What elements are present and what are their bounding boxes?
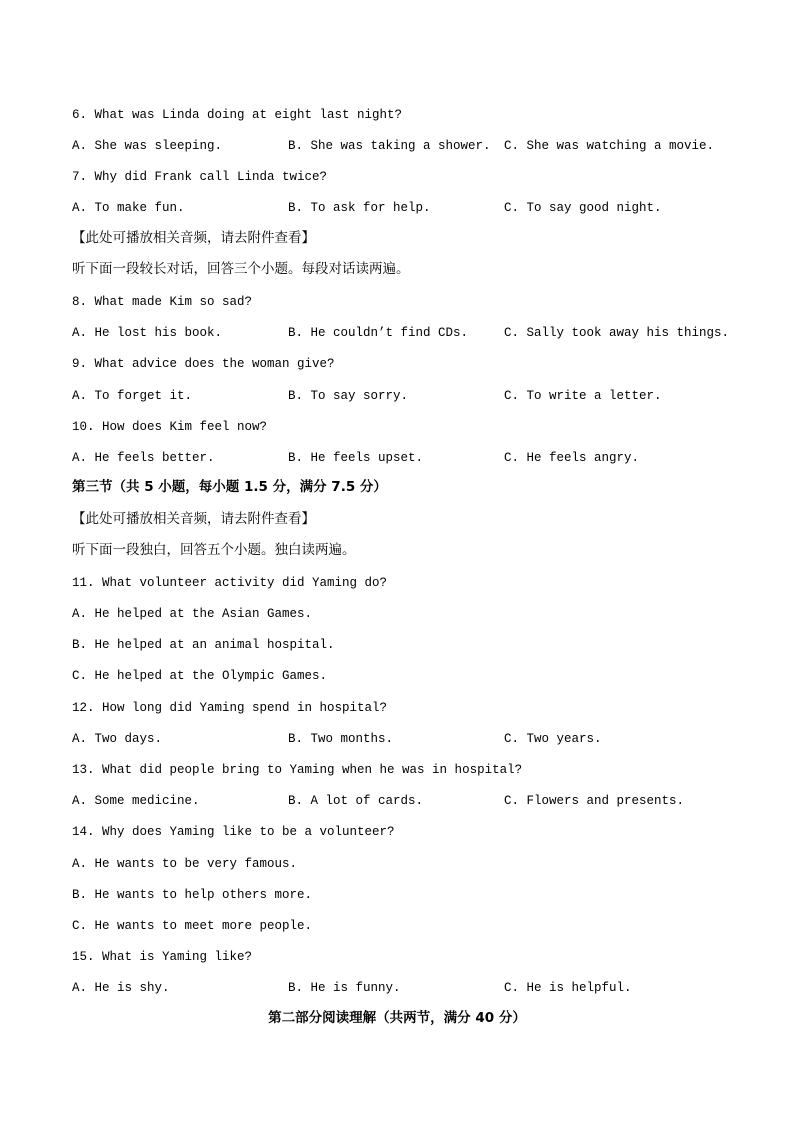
q9-option-b: B. To say sorry. <box>288 389 409 403</box>
q14-option-b: B. He wants to help others more. <box>72 888 313 902</box>
q14-option-c: C. He wants to meet more people. <box>72 919 313 933</box>
q13-option-c: C. Flowers and presents. <box>504 794 685 808</box>
question-12: 12. How long did Yaming spend in hospital? <box>72 701 388 715</box>
q6-option-b: B. She was taking a shower. <box>288 139 491 153</box>
q6-option-a: A. She was sleeping. <box>72 139 223 153</box>
q11-option-b: B. He helped at an animal hospital. <box>72 638 335 652</box>
q8-option-a: A. He lost his book. <box>72 326 223 340</box>
q15-option-a: A. He is shy. <box>72 981 170 995</box>
question-15: 15. What is Yaming like? <box>72 950 253 964</box>
audio-note: 【此处可播放相关音频，请去附件查看】 <box>72 511 315 527</box>
part-title: 第二部分阅读理解（共两节，满分 40 分） <box>268 1010 526 1026</box>
q10-option-a: A. He feels better. <box>72 451 215 465</box>
q12-option-c: C. Two years. <box>504 732 602 746</box>
q9-option-c: C. To write a letter. <box>504 389 662 403</box>
q7-option-a: A. To make fun. <box>72 201 185 215</box>
question-11: 11. What volunteer activity did Yaming do? <box>72 576 388 590</box>
question-8: 8. What made Kim so sad? <box>72 295 253 309</box>
question-9: 9. What advice does the woman give? <box>72 357 335 371</box>
q8-option-c: C. Sally took away his things. <box>504 326 730 340</box>
question-7: 7. Why did Frank call Linda twice? <box>72 170 328 184</box>
q13-option-b: B. A lot of cards. <box>288 794 424 808</box>
question-10: 10. How does Kim feel now? <box>72 420 268 434</box>
q8-option-b: B. He couldn’t find CDs. <box>288 326 469 340</box>
audio-note: 【此处可播放相关音频，请去附件查看】 <box>72 230 315 246</box>
q11-option-a: A. He helped at the Asian Games. <box>72 607 313 621</box>
q10-option-b: B. He feels upset. <box>288 451 424 465</box>
q10-option-c: C. He feels angry. <box>504 451 640 465</box>
question-6: 6. What was Linda doing at eight last night? <box>72 108 403 122</box>
question-13: 13. What did people bring to Yaming when he was in hospital? <box>72 763 523 777</box>
section-heading: 第三节（共 5 小题，每小题 1.5 分，满分 7.5 分） <box>72 479 387 495</box>
q7-option-b: B. To ask for help. <box>288 201 431 215</box>
q7-option-c: C. To say good night. <box>504 201 662 215</box>
q6-option-c: C. She was watching a movie. <box>504 139 715 153</box>
q9-option-a: A. To forget it. <box>72 389 193 403</box>
q15-option-b: B. He is funny. <box>288 981 401 995</box>
question-14: 14. Why does Yaming like to be a volunteer? <box>72 825 395 839</box>
q14-option-a: A. He wants to be very famous. <box>72 857 298 871</box>
listening-instruction: 听下面一段较长对话，回答三个小题。每段对话读两遍。 <box>72 261 410 277</box>
q12-option-b: B. Two months. <box>288 732 394 746</box>
q15-option-c: C. He is helpful. <box>504 981 632 995</box>
q11-option-c: C. He helped at the Olympic Games. <box>72 669 328 683</box>
listening-instruction: 听下面一段独白，回答五个小题。独白读两遍。 <box>72 542 356 558</box>
q12-option-a: A. Two days. <box>72 732 163 746</box>
q13-option-a: A. Some medicine. <box>72 794 200 808</box>
